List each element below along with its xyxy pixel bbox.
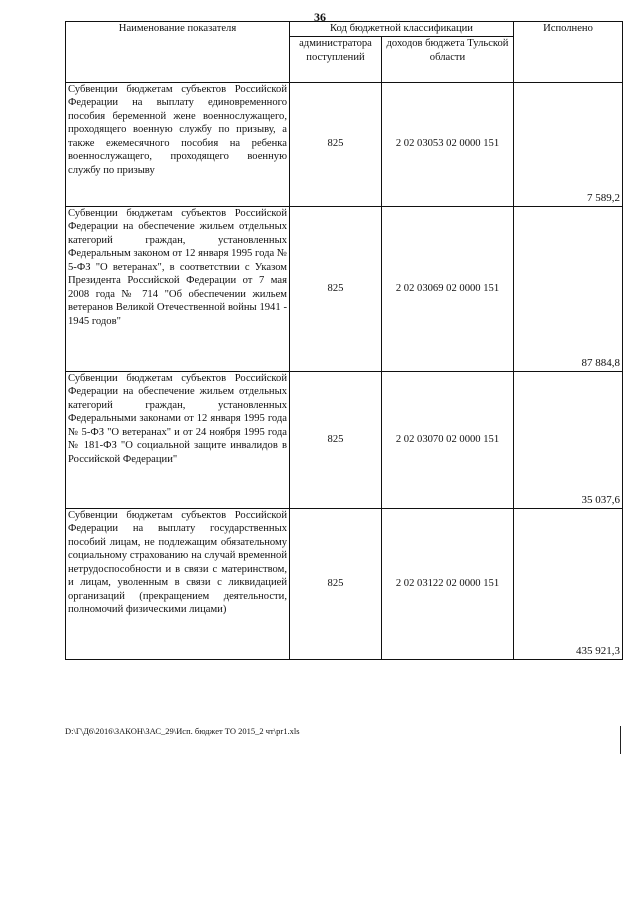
row-amount: 435 921,3 (514, 508, 623, 659)
row-admin-code: 825 (290, 508, 382, 659)
budget-table (65, 21, 623, 660)
row-name: Субвенции бюджетам субъектов Российской Федерации на выплату государственных пособий лицам, не подлежащим обязательному социальному страхованию на случай временной нетрудоспособности и в связи с материнством, и лицам, уволенным в связи с ликвидацией организаций (прекращением деятельности, полномочий физическими лицами) (66, 508, 290, 659)
row-amount: 7 589,2 (514, 82, 623, 206)
row-admin-code: 825 (290, 206, 382, 371)
row-name: Субвенции бюджетам субъектов Российской Федерации на выплату единовременного пособия беременной жене военнослужащего, проходящего военную службу по призыву, а также ежемесячного пособия на ребенка военнослужащего, проходящего военную службу по призыву (66, 82, 290, 206)
footer-file-path: D:\Г\Д6\2016\ЗАКОН\ЗАС_29\Исп. бюджет ТО 2015_2 чт\pr1.xls (65, 726, 300, 736)
margin-mark (620, 726, 621, 754)
header-income: доходов бюджета Тульской области (382, 36, 514, 82)
row-income-code: 2 02 03070 02 0000 151 (382, 371, 514, 508)
page-number: 36 (314, 10, 326, 24)
row-name: Субвенции бюджетам субъектов Российской Федерации на обеспечение жильем отдельных категорий граждан, установленных Федеральными законами от 12 января 1995 года № 5-ФЗ "О ветеранах" и от 24 ноября 1995 года № 181-ФЗ "О социальной защите инвалидов в Российской Федерации" (66, 371, 290, 508)
header-administrator: администратора поступлений (290, 36, 382, 82)
table-row (66, 371, 623, 508)
header-name: Наименование показателя (66, 22, 290, 83)
row-amount: 87 884,8 (514, 206, 623, 371)
header-executed: Исполнено (514, 22, 623, 83)
row-amount: 35 037,6 (514, 371, 623, 508)
row-name: Субвенции бюджетам субъектов Российской Федерации на обеспечение жильем отдельных категорий граждан, установленных Федеральным законом от 12 января 1995 года № 5-ФЗ "О ветеранах", в соответствии с Указом Президента Российской Федерации от 7 мая 2008 года № 714 "Об обеспечении жильем ветеранов Великой Отечественной войны 1941 - 1945 годов" (66, 206, 290, 371)
header-budget-classification: Код бюджетной классификации (290, 22, 514, 37)
row-income-code: 2 02 03053 02 0000 151 (382, 82, 514, 206)
table-row (66, 206, 623, 371)
table-row (66, 508, 623, 659)
table-row (66, 82, 623, 206)
row-admin-code: 825 (290, 371, 382, 508)
row-admin-code: 825 (290, 82, 382, 206)
row-income-code: 2 02 03122 02 0000 151 (382, 508, 514, 659)
row-income-code: 2 02 03069 02 0000 151 (382, 206, 514, 371)
